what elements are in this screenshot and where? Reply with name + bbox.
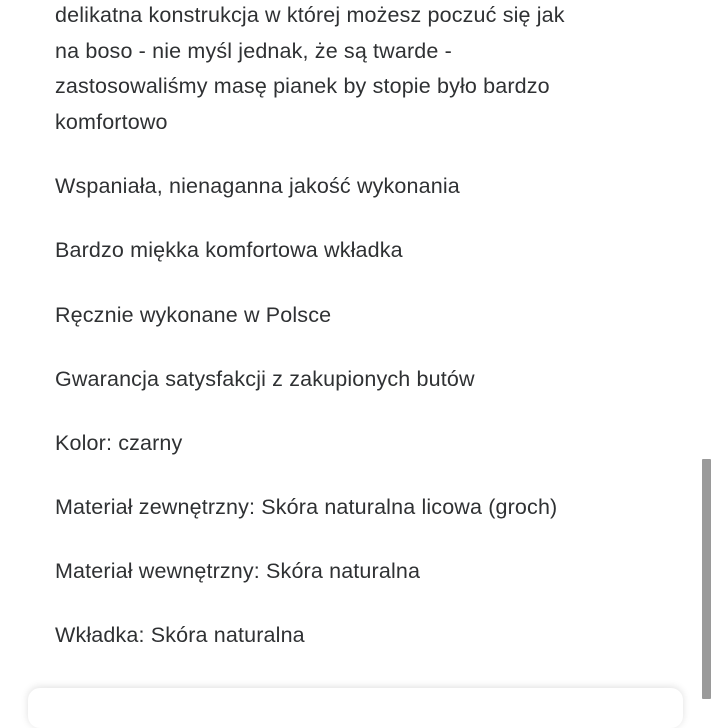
feature-outer-material: Materiał zewnętrzny: Skóra naturalna licowa (groch) xyxy=(55,495,558,519)
product-description xyxy=(55,0,685,647)
intro-line: delikatna konstrukcja w której możesz poczuć się jak xyxy=(55,3,565,27)
feature-quality: Wspaniała, nienaganna jakość wykonania xyxy=(55,174,460,198)
bottom-card-panel xyxy=(28,688,683,728)
description-intro-paragraph xyxy=(55,0,685,140)
feature-made-in-poland: Ręcznie wykonane w Polsce xyxy=(55,303,332,327)
feature-satisfaction-guarantee: Gwarancja satysfakcji z zakupionych butów xyxy=(55,367,475,391)
feature-inner-material: Materiał wewnętrzny: Skóra naturalna xyxy=(55,559,421,583)
intro-line: komfortowo xyxy=(55,109,168,134)
feature-insole-comfort: Bardzo miękka komfortowa wkładka xyxy=(55,238,403,262)
feature-insole-material: Wkładka: Skóra naturalna xyxy=(55,623,305,647)
feature-color: Kolor: czarny xyxy=(55,431,183,455)
scrollbar-track[interactable] xyxy=(702,0,711,699)
intro-line: na boso - nie myśl jednak, że są twarde - xyxy=(55,38,452,63)
intro-line: zastosowaliśmy masę pianek by stopie było bardzo xyxy=(55,74,550,98)
scrollbar-thumb[interactable] xyxy=(702,459,711,699)
